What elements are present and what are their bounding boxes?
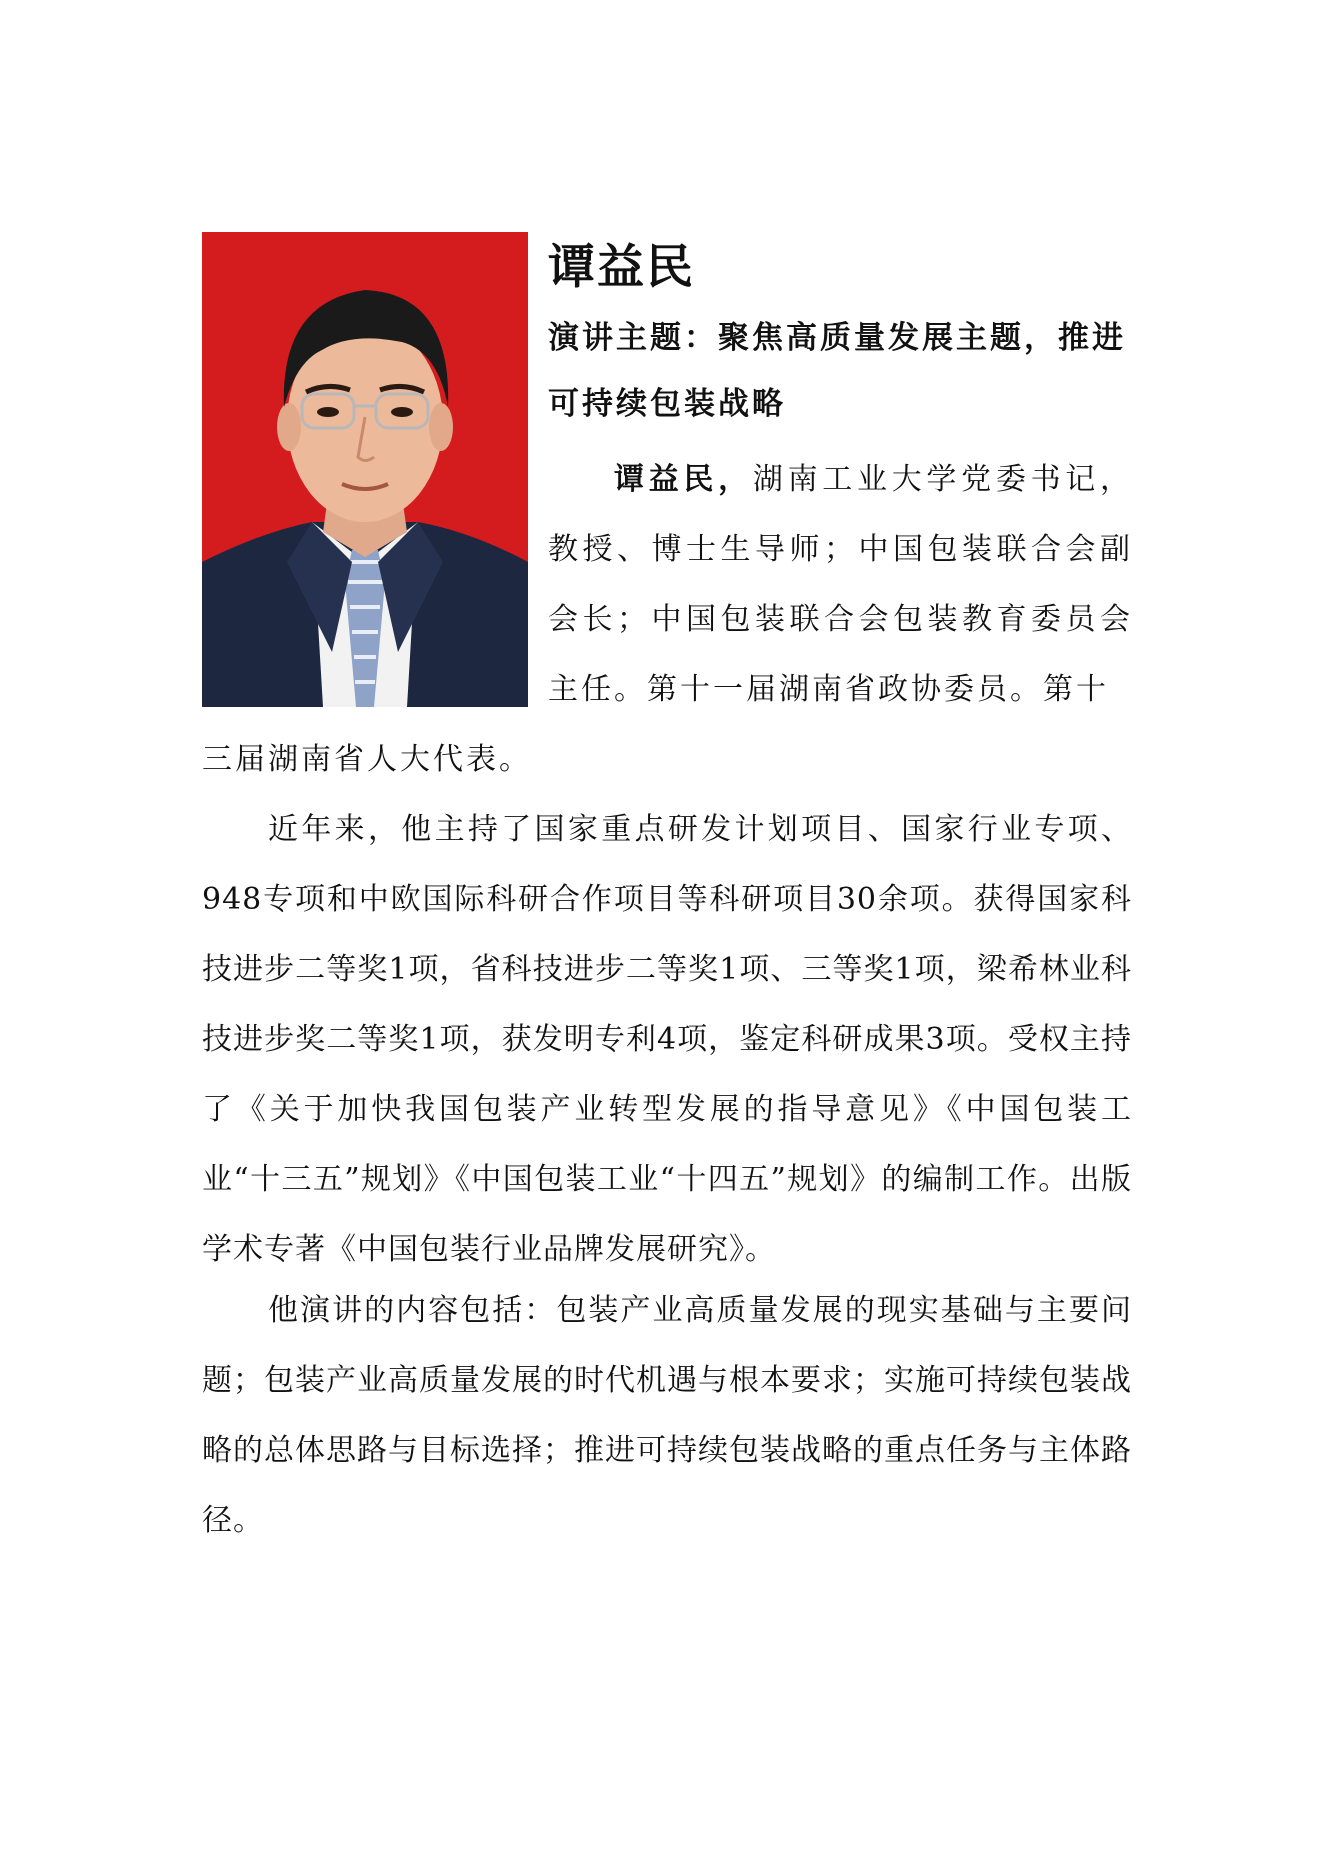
bio-text: 湖南工业大学党委书记，教授、博士生导师；中国包装联合会副会长；中国包装联合会包装教育委员会主任。第十一届湖南省政协委员。第十 [548, 462, 1134, 707]
speech-content-paragraph: 他演讲的内容包括：包装产业高质量发展的现实基础与主要问题；包装产业高质量发展的时代机遇与根本要求；实施可持续包装战略的总体思路与目标选择；推进可持续包装战略的重点任务与主体路径。 [202, 1293, 1132, 1538]
speech-topic [548, 305, 1133, 437]
speech-topic-line-1: 演讲主题：聚焦高质量发展主题，推进 [548, 320, 1126, 356]
bio-lead-name: 谭益民， [614, 462, 753, 497]
portrait-photo [202, 232, 528, 707]
speech-topic-line-2: 可持续包装战略 [548, 386, 786, 422]
portrait-illustration [202, 232, 528, 707]
achievements-paragraph: 近年来，他主持了国家重点研发计划项目、国家行业专项、948专项和中欧国际科研合作项目等科研项目30余项。获得国家科技进步二等奖1项，省科技进步二等奖1项、三等奖1项，梁希林业科技进步奖二等奖1项，获发明专利4项，鉴定科研成果3项。受权主持了《关于加快我国包装产业转型发展的指导意见》《中国包装工业“十三五”规划》《中国包装工业“十四五”规划》的编制工作。出版学术专著《中国包装行业品牌发展研究》。 [202, 812, 1132, 1267]
speaker-bio [548, 445, 1133, 725]
bio-continuation: 三届湖南省人大代表。 [202, 742, 532, 777]
speaker-name: 谭益民 [548, 240, 695, 295]
